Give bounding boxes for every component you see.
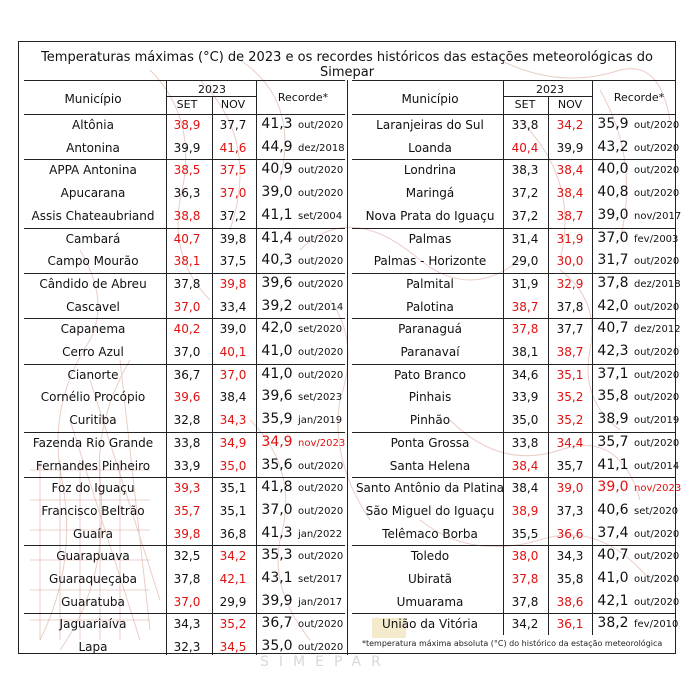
nov-value: 34,9 bbox=[219, 435, 247, 450]
nov-value: 31,9 bbox=[556, 231, 584, 246]
record-value: 43,1 bbox=[261, 570, 293, 586]
record-date: out/2020 bbox=[634, 301, 680, 313]
nov-value: 39,9 bbox=[556, 140, 584, 155]
set-value: 40,7 bbox=[173, 231, 201, 246]
municipio-name: Cândido de Abreu bbox=[39, 276, 147, 291]
nov-value: 37,5 bbox=[219, 254, 247, 269]
record-date: jan/2017 bbox=[298, 596, 343, 608]
record-date: out/2020 bbox=[298, 347, 344, 358]
header-municipio: Município bbox=[401, 92, 459, 106]
record-value: 41,0 bbox=[261, 365, 293, 382]
set-value: 40,2 bbox=[173, 322, 201, 337]
municipio-name: Palmital bbox=[406, 276, 454, 291]
nov-value: 36,1 bbox=[556, 617, 584, 632]
set-value: 33,8 bbox=[511, 435, 539, 450]
nov-value: 39,0 bbox=[219, 322, 247, 337]
record-value: 40,9 bbox=[261, 161, 293, 178]
set-value: 38,9 bbox=[173, 118, 201, 132]
record-value: 35,8 bbox=[597, 388, 629, 405]
record-date: nov/2023 bbox=[634, 483, 682, 495]
record-value: 39,6 bbox=[261, 274, 293, 291]
set-value: 37,0 bbox=[173, 345, 201, 359]
nov-value: 34,2 bbox=[556, 118, 584, 132]
set-value: 34,3 bbox=[173, 617, 201, 632]
set-value: 38,7 bbox=[511, 299, 539, 314]
municipio-name: Paranavaí bbox=[400, 345, 460, 359]
municipio-name: União da Vitória bbox=[382, 617, 478, 632]
municipio-name: Ubiratã bbox=[407, 572, 453, 586]
municipio-name: Pato Branco bbox=[394, 367, 466, 382]
record-value: 40,8 bbox=[597, 184, 629, 201]
record-value: 42,0 bbox=[261, 320, 293, 337]
watermark-logo: SIMEPAR bbox=[260, 654, 391, 670]
municipio-name: Pinhais bbox=[408, 390, 452, 405]
column-divider bbox=[256, 80, 257, 655]
municipio-name: Altônia bbox=[72, 118, 114, 132]
set-value: 38,4 bbox=[511, 481, 539, 496]
nov-value: 34,5 bbox=[219, 640, 247, 655]
set-value: 37,2 bbox=[511, 186, 539, 201]
record-value: 40,7 bbox=[597, 547, 629, 564]
group-divider bbox=[352, 432, 676, 433]
municipio-name: Apucarana bbox=[60, 186, 126, 201]
nov-value: 36,8 bbox=[219, 526, 247, 541]
record-value: 41,4 bbox=[261, 229, 293, 246]
municipio-name: Cianorte bbox=[67, 367, 119, 382]
set-value: 37,2 bbox=[511, 208, 539, 223]
municipio-name: Paranaguá bbox=[398, 322, 462, 337]
record-value: 41,8 bbox=[261, 479, 293, 496]
municipio-name: Cambará bbox=[65, 231, 121, 246]
group-divider bbox=[352, 613, 676, 614]
record-date: out/2014 bbox=[298, 301, 344, 313]
nov-value: 33,4 bbox=[219, 299, 247, 314]
municipio-name: Santa Helena bbox=[389, 458, 471, 473]
header-nov: NOV bbox=[220, 98, 246, 111]
header-nov: NOV bbox=[557, 98, 583, 111]
set-value: 37,8 bbox=[511, 594, 539, 609]
nov-value: 37,0 bbox=[219, 367, 247, 382]
municipio-name: São Miguel do Iguaçu bbox=[365, 503, 495, 518]
set-value: 38,8 bbox=[173, 208, 201, 223]
set-value: 32,8 bbox=[173, 413, 201, 428]
municipio-name: Ponta Grossa bbox=[390, 435, 470, 450]
record-value: 41,0 bbox=[261, 343, 293, 359]
record-date: out/2020 bbox=[634, 596, 680, 608]
nov-value: 39,8 bbox=[219, 231, 247, 246]
nov-value: 38,7 bbox=[556, 345, 584, 359]
set-value: 38,4 bbox=[511, 458, 539, 473]
nov-value: 38,4 bbox=[219, 390, 247, 405]
nov-value: 37,2 bbox=[219, 208, 247, 223]
nov-value: 41,6 bbox=[219, 140, 247, 155]
set-value: 36,7 bbox=[173, 367, 201, 382]
group-divider bbox=[24, 613, 345, 614]
record-date: out/2020 bbox=[298, 165, 344, 177]
record-date: set/2017 bbox=[298, 574, 343, 585]
year-line bbox=[166, 96, 256, 97]
municipio-name: Cascavel bbox=[66, 299, 120, 314]
record-value: 35,0 bbox=[261, 638, 293, 655]
record-value: 39,2 bbox=[261, 297, 293, 314]
set-value: 35,5 bbox=[511, 526, 539, 541]
nov-value: 42,1 bbox=[219, 572, 247, 586]
municipio-name: Cornélio Procópio bbox=[40, 390, 146, 405]
set-value: 33,8 bbox=[173, 435, 201, 450]
column-divider bbox=[503, 80, 504, 635]
set-value: 33,9 bbox=[173, 458, 201, 473]
record-date: out/2020 bbox=[634, 528, 680, 540]
record-date: out/2020 bbox=[634, 188, 680, 200]
set-value: 39,6 bbox=[173, 390, 201, 405]
header-recorde: Recorde* bbox=[277, 91, 329, 104]
header-year: 2023 bbox=[198, 83, 226, 96]
column-divider bbox=[166, 80, 167, 655]
set-value: 39,9 bbox=[173, 140, 201, 155]
header-recorde: Recorde* bbox=[613, 91, 665, 104]
municipio-name: Guarapuava bbox=[56, 549, 130, 564]
record-value: 43,2 bbox=[597, 138, 629, 155]
record-date: out/2020 bbox=[298, 460, 344, 472]
record-date: out/2019 bbox=[634, 415, 680, 427]
nov-value: 38,4 bbox=[556, 186, 584, 201]
record-value: 36,7 bbox=[261, 615, 293, 632]
set-value: 38,1 bbox=[511, 345, 539, 359]
record-value: 39,6 bbox=[261, 388, 293, 405]
nov-value: 34,2 bbox=[219, 549, 247, 564]
record-value: 37,8 bbox=[597, 274, 629, 291]
set-value: 38,3 bbox=[511, 163, 539, 178]
record-value: 40,7 bbox=[597, 320, 629, 337]
group-divider bbox=[352, 364, 676, 365]
record-date: nov/2017 bbox=[634, 210, 682, 222]
group-divider bbox=[352, 545, 676, 546]
municipio-name: Laranjeiras do Sul bbox=[376, 118, 484, 132]
record-value: 42,1 bbox=[597, 592, 629, 609]
header-year: 2023 bbox=[536, 83, 564, 96]
nov-value: 34,3 bbox=[219, 413, 247, 428]
column-divider bbox=[592, 80, 593, 635]
column-divider bbox=[548, 96, 549, 635]
record-date: jan/2019 bbox=[298, 415, 343, 427]
municipio-name: Fernandes Pinheiro bbox=[35, 458, 151, 473]
record-date: out/2020 bbox=[298, 188, 344, 200]
municipio-name: Cerro Azul bbox=[62, 345, 124, 359]
header-top-line bbox=[24, 80, 345, 81]
record-date: set/2020 bbox=[298, 324, 343, 336]
record-date: set/2004 bbox=[298, 210, 343, 222]
municipio-name: Telêmaco Borba bbox=[382, 526, 478, 541]
header-top-line bbox=[352, 80, 676, 81]
footnote: *temperatura máxima absoluta (°C) do histórico da estação meteorológica bbox=[362, 639, 663, 648]
record-date: out/2020 bbox=[634, 437, 680, 449]
record-value: 37,0 bbox=[261, 501, 293, 518]
set-value: 29,0 bbox=[511, 254, 539, 269]
record-value: 35,7 bbox=[597, 433, 629, 450]
group-divider bbox=[352, 477, 676, 478]
record-date: dez/2018 bbox=[634, 278, 681, 290]
record-value: 41,1 bbox=[261, 206, 293, 223]
municipio-name: Foz do Iguaçu bbox=[51, 481, 135, 496]
nov-value: 30,0 bbox=[556, 254, 584, 269]
record-value: 40,3 bbox=[261, 252, 293, 269]
nov-value: 37,8 bbox=[556, 299, 584, 314]
group-divider bbox=[24, 432, 345, 433]
year-line bbox=[503, 96, 592, 97]
municipio-name: Jaguariaíva bbox=[59, 617, 127, 632]
record-date: dez/2018 bbox=[298, 142, 345, 154]
record-date: jan/2022 bbox=[298, 528, 343, 540]
municipio-name: Capanema bbox=[60, 322, 126, 337]
set-value: 37,0 bbox=[173, 299, 201, 314]
record-value: 35,9 bbox=[261, 411, 293, 428]
nov-value: 35,1 bbox=[219, 481, 247, 496]
set-value: 34,6 bbox=[511, 367, 539, 382]
record-date: out/2020 bbox=[298, 551, 344, 563]
set-value: 32,5 bbox=[173, 549, 201, 564]
group-divider bbox=[24, 273, 345, 274]
municipio-name: Antonina bbox=[66, 140, 120, 155]
group-divider bbox=[352, 273, 676, 274]
group-divider bbox=[24, 545, 345, 546]
nov-value: 38,4 bbox=[556, 163, 584, 178]
record-date: fev/2010 bbox=[634, 619, 679, 631]
set-value: 37,8 bbox=[511, 572, 539, 586]
record-date: out/2020 bbox=[634, 142, 680, 154]
record-value: 35,6 bbox=[261, 456, 293, 473]
record-value: 39,0 bbox=[261, 184, 293, 201]
nov-value: 35,0 bbox=[219, 458, 247, 473]
municipio-name: Toledo bbox=[410, 549, 450, 564]
record-value: 39,9 bbox=[261, 592, 293, 609]
municipio-name: Francisco Beltrão bbox=[41, 503, 145, 518]
group-divider bbox=[352, 318, 676, 319]
column-divider bbox=[212, 96, 213, 655]
group-divider bbox=[352, 228, 676, 229]
municipio-name: Londrina bbox=[403, 163, 457, 178]
header-set: SET bbox=[514, 98, 536, 111]
set-value: 39,8 bbox=[173, 526, 201, 541]
set-value: 33,9 bbox=[511, 390, 539, 405]
set-value: 36,3 bbox=[173, 186, 201, 201]
set-value: 32,3 bbox=[173, 640, 201, 655]
record-value: 31,7 bbox=[597, 252, 629, 269]
record-value: 42,3 bbox=[597, 343, 629, 359]
set-value: 31,9 bbox=[511, 276, 539, 291]
set-value: 38,9 bbox=[511, 503, 539, 518]
nov-value: 37,5 bbox=[219, 163, 247, 178]
set-value: 40,4 bbox=[511, 140, 539, 155]
record-date: nov/2023 bbox=[298, 437, 346, 449]
set-value: 37,8 bbox=[173, 276, 201, 291]
nov-value: 39,0 bbox=[556, 481, 584, 496]
set-value: 37,8 bbox=[173, 572, 201, 586]
municipio-name: Maringá bbox=[405, 186, 455, 201]
set-value: 31,4 bbox=[511, 231, 539, 246]
set-value: 39,3 bbox=[173, 481, 201, 496]
municipio-name: Umuarama bbox=[396, 594, 464, 609]
municipio-name: Loanda bbox=[408, 140, 452, 155]
nov-value: 37,3 bbox=[556, 503, 584, 518]
record-date: out/2020 bbox=[634, 551, 680, 563]
record-value: 39,0 bbox=[597, 479, 629, 496]
header-set: SET bbox=[176, 98, 198, 111]
municipio-name: Guaraqueçaba bbox=[48, 572, 138, 586]
record-value: 37,1 bbox=[597, 365, 629, 382]
nov-value: 35,2 bbox=[556, 390, 584, 405]
record-date: out/2020 bbox=[634, 256, 680, 268]
record-value: 38,9 bbox=[597, 411, 629, 428]
record-date: out/2014 bbox=[634, 460, 680, 472]
set-value: 34,2 bbox=[511, 617, 539, 632]
municipio-name: Lapa bbox=[78, 640, 108, 655]
municipio-name: Assis Chateaubriand bbox=[31, 208, 155, 223]
record-date: fev/2003 bbox=[634, 233, 679, 245]
record-date: out/2020 bbox=[298, 369, 344, 381]
nov-value: 35,1 bbox=[219, 503, 247, 518]
record-date: dez/2012 bbox=[634, 324, 681, 336]
municipio-name: APPA Antonina bbox=[49, 163, 137, 178]
group-divider bbox=[352, 159, 676, 160]
municipio-name: Pinhão bbox=[409, 413, 451, 428]
record-value: 34,9 bbox=[261, 433, 293, 450]
record-value: 37,0 bbox=[597, 229, 629, 246]
record-value: 39,0 bbox=[597, 206, 629, 223]
record-value: 35,9 bbox=[597, 116, 629, 132]
record-value: 38,2 bbox=[597, 615, 629, 632]
header-municipio: Município bbox=[64, 92, 122, 106]
set-value: 35,0 bbox=[511, 413, 539, 428]
group-divider bbox=[24, 114, 345, 115]
record-value: 42,0 bbox=[597, 297, 629, 314]
group-divider bbox=[24, 477, 345, 478]
municipio-name: Guaíra bbox=[73, 526, 113, 541]
record-date: out/2020 bbox=[298, 233, 344, 245]
nov-value: 36,6 bbox=[556, 526, 584, 541]
set-value: 38,0 bbox=[511, 549, 539, 564]
record-date: out/2020 bbox=[298, 483, 344, 495]
record-date: out/2020 bbox=[298, 642, 344, 654]
record-value: 41,3 bbox=[261, 524, 293, 541]
set-value: 38,1 bbox=[173, 254, 201, 269]
municipio-name: Fazenda Rio Grande bbox=[32, 435, 154, 450]
group-divider bbox=[352, 114, 676, 115]
record-value: 41,3 bbox=[261, 116, 293, 132]
nov-value: 37,7 bbox=[556, 322, 584, 337]
nov-value: 35,7 bbox=[556, 458, 584, 473]
record-value: 44,9 bbox=[261, 138, 293, 155]
nov-value: 37,0 bbox=[219, 186, 247, 201]
municipio-name: Guaratuba bbox=[61, 594, 125, 609]
page-title: Temperaturas máximas (°C) de 2023 e os recordes históricos das estações meteorológicas do Simepar bbox=[41, 50, 653, 80]
municipio-name: Palotina bbox=[406, 299, 454, 314]
record-date: out/2020 bbox=[634, 120, 680, 131]
nov-value: 32,9 bbox=[556, 276, 584, 291]
record-date: out/2020 bbox=[634, 574, 680, 585]
record-value: 35,3 bbox=[261, 547, 293, 564]
nov-value: 34,4 bbox=[556, 435, 584, 450]
record-value: 41,1 bbox=[597, 456, 629, 473]
nov-value: 35,2 bbox=[219, 617, 247, 632]
record-date: out/2020 bbox=[634, 347, 680, 358]
municipio-name: Palmas bbox=[408, 231, 452, 246]
record-date: out/2020 bbox=[298, 256, 344, 268]
record-value: 40,6 bbox=[597, 501, 629, 518]
record-date: out/2020 bbox=[634, 165, 680, 177]
record-value: 40,0 bbox=[597, 161, 629, 178]
group-divider bbox=[24, 159, 345, 160]
set-value: 37,8 bbox=[511, 322, 539, 337]
record-date: set/2020 bbox=[634, 505, 679, 517]
set-value: 33,8 bbox=[511, 118, 539, 132]
record-date: set/2023 bbox=[298, 392, 343, 404]
nov-value: 37,7 bbox=[219, 118, 247, 132]
record-date: out/2020 bbox=[298, 619, 344, 631]
nov-value: 35,2 bbox=[556, 413, 584, 428]
municipio-name: Curitiba bbox=[69, 413, 117, 428]
group-divider bbox=[24, 228, 345, 229]
nov-value: 39,8 bbox=[219, 276, 247, 291]
nov-value: 34,3 bbox=[556, 549, 584, 564]
municipio-name: Palmas - Horizonte bbox=[373, 254, 487, 269]
set-value: 35,7 bbox=[173, 503, 201, 518]
record-date: out/2020 bbox=[634, 369, 680, 381]
record-date: out/2020 bbox=[298, 278, 344, 290]
record-value: 37,4 bbox=[597, 524, 629, 541]
set-value: 38,5 bbox=[173, 163, 201, 178]
nov-value: 29,9 bbox=[219, 594, 247, 609]
record-date: out/2020 bbox=[298, 120, 344, 131]
nov-value: 35,1 bbox=[556, 367, 584, 382]
nov-value: 38,7 bbox=[556, 208, 584, 223]
nov-value: 40,1 bbox=[219, 345, 247, 359]
municipio-name: Campo Mourão bbox=[47, 254, 139, 269]
group-divider bbox=[24, 364, 345, 365]
group-divider bbox=[24, 318, 345, 319]
record-value: 41,0 bbox=[597, 570, 629, 586]
municipio-name: Nova Prata do Iguaçu bbox=[365, 208, 495, 223]
municipio-name: Santo Antônio da Platina bbox=[355, 481, 505, 496]
nov-value: 35,8 bbox=[556, 572, 584, 586]
nov-value: 38,6 bbox=[556, 594, 584, 609]
record-date: out/2020 bbox=[634, 392, 680, 404]
set-value: 37,0 bbox=[173, 594, 201, 609]
record-date: out/2020 bbox=[298, 505, 344, 517]
column-divider bbox=[347, 80, 348, 655]
